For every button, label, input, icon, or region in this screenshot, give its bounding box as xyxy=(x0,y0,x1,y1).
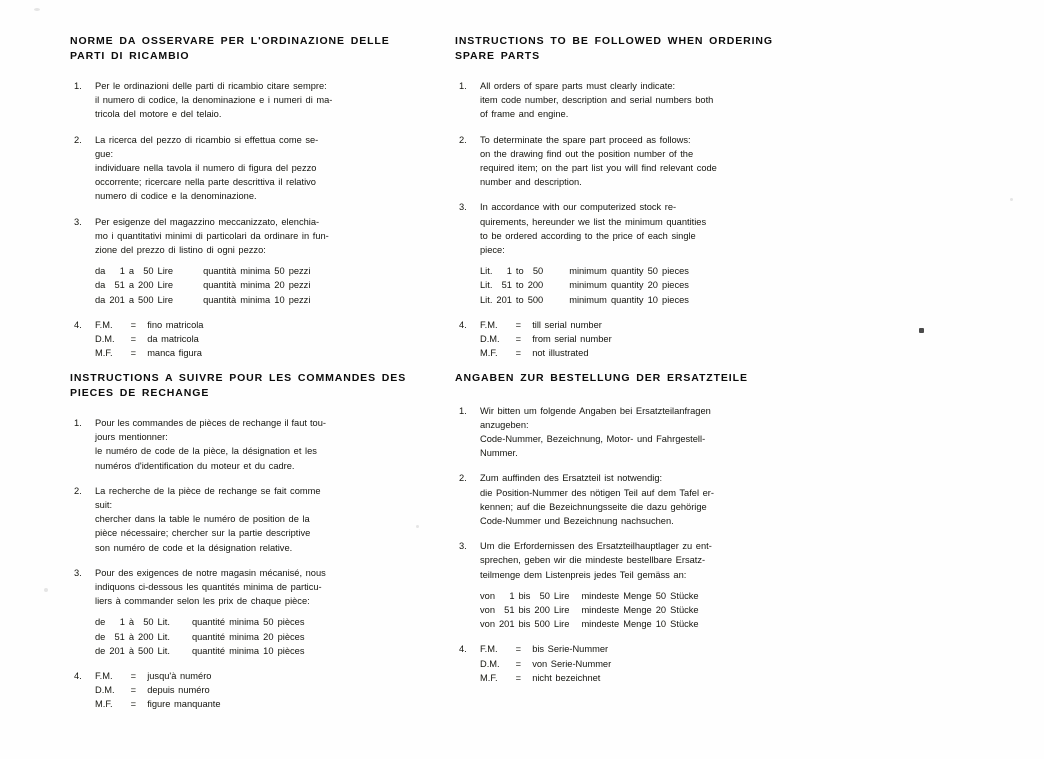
item-number: 2. xyxy=(459,134,467,145)
abbreviation-code: D.M. xyxy=(480,658,500,669)
cell-quantity: quantità minima 50 pezzi xyxy=(203,266,311,277)
item-line: son numéro de code et la désignation relative. xyxy=(95,542,293,553)
section-title-german xyxy=(455,371,795,386)
list-item-abbreviations xyxy=(70,318,410,361)
item-number: 2. xyxy=(459,473,467,484)
cell-quantity: quantità minima 20 pezzi xyxy=(203,280,311,291)
list-item xyxy=(70,79,410,122)
item-number: 4. xyxy=(459,644,467,655)
equals-sign: = xyxy=(130,671,137,682)
item-number: 3. xyxy=(459,202,467,213)
item-line: teilmenge dem Listenpreis jedes Teil gemäss an: xyxy=(480,569,687,580)
item-line: Code-Nummer, Bezeichnung, Motor- und Fahrgestell- xyxy=(480,433,706,444)
item-number: 1. xyxy=(74,81,82,91)
section-title-line1: ANGABEN ZUR BESTELLUNG DER ERSATZTEILE xyxy=(455,372,748,384)
item-line: Code-Nummer und Bezeichnung nachsuchen. xyxy=(480,515,674,526)
item-number: 4. xyxy=(74,319,82,330)
cell-quantity: mindeste Menge 50 Stücke xyxy=(581,590,699,601)
item-line: Wir bitten um folgende Angaben bei Ersatzteilanfragen xyxy=(480,405,711,416)
list-item-abbreviations xyxy=(455,318,795,361)
item-line: suit: xyxy=(95,500,113,511)
table-row xyxy=(95,293,310,307)
cell-from: 201 xyxy=(496,294,512,305)
cell-from: 1 xyxy=(119,266,125,277)
abbreviation-line xyxy=(95,346,410,360)
cell-currency: Lit. xyxy=(157,617,170,628)
abbreviation-line xyxy=(95,683,410,697)
cell-label: de xyxy=(95,645,106,656)
cell-to: 200 xyxy=(138,631,154,642)
table-row xyxy=(480,264,689,278)
abbreviation-line xyxy=(480,332,795,346)
abbreviation-line xyxy=(95,669,410,683)
list-item xyxy=(455,200,795,306)
cell-label: da xyxy=(95,294,106,305)
cell-mid: bis xyxy=(518,590,531,601)
cell-from: 51 xyxy=(501,280,512,291)
cell-currency: Lire xyxy=(157,280,174,291)
list-item xyxy=(70,215,410,307)
equals-sign: = xyxy=(130,699,137,710)
cell-quantity: quantité minima 10 pièces xyxy=(191,645,305,656)
list-item xyxy=(455,79,795,122)
abbreviation-code: M.F. xyxy=(95,699,113,710)
cell-mid: a xyxy=(128,280,135,291)
item-line: chercher dans la table le numéro de position de la xyxy=(95,514,310,525)
cell-to: 500 xyxy=(138,294,154,305)
list-item xyxy=(455,471,795,528)
cell-mid: to xyxy=(515,280,524,291)
abbreviation-line xyxy=(95,332,410,346)
abbreviation-meaning: manca figura xyxy=(147,348,202,359)
item-number: 4. xyxy=(74,671,82,682)
list-item xyxy=(455,133,795,190)
cell-label: von xyxy=(480,604,495,615)
cell-currency xyxy=(547,278,569,292)
cell-from: 51 xyxy=(504,604,515,615)
abbreviation-code: M.F. xyxy=(480,672,498,683)
cell-to: 500 xyxy=(527,294,544,305)
abbreviation-meaning: depuis numéro xyxy=(147,685,210,696)
cell-currency: Lire xyxy=(553,604,570,615)
abbreviation-meaning: nicht bezeichnet xyxy=(532,672,601,683)
cell-label: Lit. xyxy=(480,266,493,277)
cell-currency: Lire xyxy=(157,294,174,305)
abbreviation-meaning: not illustrated xyxy=(532,348,589,359)
section-title-english xyxy=(455,34,795,63)
item-line: il numero di codice, la denominazione e i numeri di ma- xyxy=(95,95,333,106)
cell-to: 50 xyxy=(539,590,550,601)
abbreviation-code: F.M. xyxy=(95,319,113,330)
cell-quantity: minimum quantity 20 pieces xyxy=(569,280,689,291)
item-line: le numéro de code de la pièce, la désignation et les xyxy=(95,446,317,457)
cell-currency: Lit. xyxy=(157,645,170,656)
item-line: number and description. xyxy=(480,177,582,188)
cell-currency: Lire xyxy=(553,590,570,601)
cell-label: da xyxy=(95,266,106,277)
list-item-abbreviations xyxy=(70,669,410,712)
abbreviation-meaning: von Serie-Nummer xyxy=(532,658,612,669)
equals-sign: = xyxy=(515,644,522,655)
cell-from: 1 xyxy=(506,266,512,277)
item-line: Um die Erfordernissen des Ersatzteilhauptlager zu ent- xyxy=(480,541,712,552)
cell-to: 200 xyxy=(534,604,550,615)
section-german xyxy=(455,371,795,696)
cell-currency xyxy=(547,264,569,278)
section-title-french xyxy=(70,371,410,400)
list-item xyxy=(70,416,410,473)
item-line: zione del prezzo di listino di ogni pezzo: xyxy=(95,245,266,256)
section-english xyxy=(455,34,795,371)
section-title-line1: NORME DA OSSERVARE PER L'ORDINAZIONE DELLE xyxy=(70,35,390,47)
quantity-table xyxy=(95,264,310,307)
item-number: 2. xyxy=(74,134,82,145)
item-line: sprechen, geben wir die mindeste bestellbare Ersatz- xyxy=(480,555,706,566)
abbreviation-meaning: jusqu'à numéro xyxy=(147,671,212,682)
cell-quantity: minimum quantity 10 pieces xyxy=(569,294,689,305)
cell-label: da xyxy=(95,280,106,291)
cell-to: 500 xyxy=(138,645,154,656)
cell-quantity: quantité minima 50 pièces xyxy=(191,617,305,628)
cell-to: 500 xyxy=(534,619,550,630)
abbreviation-code: D.M. xyxy=(480,334,500,345)
abbreviation-line xyxy=(480,642,795,656)
cell-to: 200 xyxy=(138,280,154,291)
cell-quantity: mindeste Menge 10 Stücke xyxy=(581,619,699,630)
cell-currency xyxy=(547,293,569,307)
item-line: occorrente; ricercare nella parte descrittiva il relativo xyxy=(95,177,316,188)
item-line: die Position-Nummer des nötigen Teil auf dem Tafel er- xyxy=(480,487,714,498)
table-row xyxy=(480,293,689,307)
table-row xyxy=(480,589,699,603)
section-french xyxy=(70,371,410,723)
item-line: All orders of spare parts must clearly indicate: xyxy=(480,81,676,91)
section-title-italian xyxy=(70,34,410,63)
section-italian xyxy=(70,34,410,371)
item-line: liers à commander selon les prix de chaque pièce: xyxy=(95,596,310,607)
cell-mid: a xyxy=(128,294,135,305)
table-row xyxy=(95,630,304,644)
cell-mid: à xyxy=(128,645,135,656)
section-title-line1: INSTRUCTIONS TO BE FOLLOWED WHEN ORDERING xyxy=(455,35,773,47)
item-line: La ricerca del pezzo di ricambio si effettua come se- xyxy=(95,134,319,145)
abbreviation-line xyxy=(95,697,410,711)
equals-sign: = xyxy=(515,334,522,345)
quantity-table xyxy=(480,589,699,632)
equals-sign: = xyxy=(130,319,137,330)
equals-sign: = xyxy=(130,334,137,345)
item-line: mo i quantitativi minimi di particolari da ordinare in fun- xyxy=(95,230,329,241)
item-line: jours mentionner: xyxy=(95,432,168,443)
abbreviation-meaning: till serial number xyxy=(532,319,602,330)
cell-quantity: mindeste Menge 20 Stücke xyxy=(581,604,699,615)
item-line: required item; on the part list you will find relevant code xyxy=(480,163,717,174)
item-line: item code number, description and serial numbers both xyxy=(480,95,714,106)
cell-to: 50 xyxy=(143,617,154,628)
scan-speckle xyxy=(416,525,419,528)
item-line: anzugeben: xyxy=(480,419,529,430)
cell-mid: à xyxy=(128,631,135,642)
item-line: Nummer. xyxy=(480,448,518,459)
abbreviation-meaning: figure manquante xyxy=(147,699,221,710)
cell-currency: Lire xyxy=(157,266,174,277)
cell-label: de xyxy=(95,631,106,642)
list-item xyxy=(455,539,795,631)
cell-label: de xyxy=(95,617,106,628)
cell-label: Lit. xyxy=(480,294,493,305)
item-line: quirements, hereunder we list the minimum quantities xyxy=(480,216,707,227)
scan-speckle xyxy=(34,8,40,11)
cell-quantity: minimum quantity 50 pieces xyxy=(569,266,689,277)
abbreviation-line xyxy=(480,346,795,360)
abbreviation-meaning: fino matricola xyxy=(147,319,204,330)
abbreviation-line xyxy=(95,318,410,332)
abbreviation-code: D.M. xyxy=(95,685,115,696)
item-line: of frame and engine. xyxy=(480,109,569,120)
item-line: Per le ordinazioni delle parti di ricambio citare sempre: xyxy=(95,81,327,91)
item-line: Pour les commandes de pièces de rechange il faut tou- xyxy=(95,418,326,428)
cell-from: 201 xyxy=(109,645,125,656)
cell-from: 1 xyxy=(119,617,125,628)
cell-from: 201 xyxy=(499,619,515,630)
cell-from: 51 xyxy=(114,280,125,291)
table-row xyxy=(95,615,304,629)
equals-sign: = xyxy=(515,319,522,330)
item-line: numero di codice e la denominazione. xyxy=(95,191,257,202)
scan-speckle xyxy=(919,328,924,333)
abbreviation-code: F.M. xyxy=(480,319,498,330)
equals-sign: = xyxy=(515,672,522,683)
cell-currency: Lit. xyxy=(157,631,170,642)
cell-quantity: quantità minima 10 pezzi xyxy=(203,294,311,305)
item-line: to be ordered according to the price of each single xyxy=(480,230,696,241)
item-line: pièce nécessaire; chercher sur la partie descriptive xyxy=(95,528,311,539)
item-number: 1. xyxy=(459,405,467,416)
abbreviation-meaning: da matricola xyxy=(147,334,199,345)
item-line: Per esigenze del magazzino meccanizzato, elenchia- xyxy=(95,216,320,227)
list-item xyxy=(70,133,410,204)
item-number: 1. xyxy=(459,81,467,91)
table-row xyxy=(480,603,699,617)
item-line: on the drawing find out the position number of the xyxy=(480,148,694,159)
abbreviation-line xyxy=(480,671,795,685)
abbreviation-meaning: bis Serie-Nummer xyxy=(532,644,609,655)
item-line: numéros d'identification du moteur et du cadre. xyxy=(95,460,295,471)
section-title-line1: INSTRUCTIONS A SUIVRE POUR LES COMMANDES DES xyxy=(70,372,407,384)
item-number: 3. xyxy=(74,567,82,578)
cell-mid: to xyxy=(515,266,524,277)
abbreviation-code: F.M. xyxy=(95,671,113,682)
table-row xyxy=(480,278,689,292)
item-line: tricola del motore e del telaio. xyxy=(95,109,222,120)
item-number: 4. xyxy=(459,319,467,330)
item-line: piece: xyxy=(480,245,505,256)
equals-sign: = xyxy=(130,348,137,359)
cell-label: von xyxy=(480,590,495,601)
cell-mid: à xyxy=(128,617,135,628)
item-line: La recherche de la pièce de rechange se fait comme xyxy=(95,485,321,496)
cell-to: 200 xyxy=(527,280,544,291)
item-line: In accordance with our computerized stock re- xyxy=(480,202,677,213)
section-title-line2: PIECES DE RECHANGE xyxy=(70,386,210,399)
cell-from: 201 xyxy=(109,294,125,305)
section-title-line2: SPARE PARTS xyxy=(455,49,541,62)
item-line: Pour des exigences de notre magasin mécanisé, nous xyxy=(95,567,326,578)
abbreviation-meaning: from serial number xyxy=(532,334,612,345)
quantity-table xyxy=(480,264,689,307)
item-number: 3. xyxy=(459,541,467,552)
abbreviation-code: M.F. xyxy=(95,348,113,359)
cell-from: 51 xyxy=(114,631,125,642)
cell-currency: Lire xyxy=(553,619,570,630)
cell-from: 1 xyxy=(509,590,515,601)
item-line: gue: xyxy=(95,148,114,159)
abbreviation-code: F.M. xyxy=(480,644,498,655)
cell-mid: bis xyxy=(518,619,531,630)
item-line: Zum auffinden des Ersatzteil ist notwendig: xyxy=(480,473,663,484)
section-title-line2: PARTI DI RICAMBIO xyxy=(70,49,190,62)
cell-to: 50 xyxy=(532,266,544,277)
equals-sign: = xyxy=(515,348,522,359)
abbreviation-line xyxy=(480,318,795,332)
cell-label: Lit. xyxy=(480,280,493,291)
item-line: individuare nella tavola il numero di figura del pezzo xyxy=(95,163,317,174)
list-item xyxy=(70,566,410,658)
cell-mid: to xyxy=(515,294,524,305)
item-number: 1. xyxy=(74,418,82,428)
list-item-abbreviations xyxy=(455,642,795,685)
scan-speckle xyxy=(44,588,48,592)
table-row xyxy=(480,617,699,631)
equals-sign: = xyxy=(130,685,137,696)
cell-label: von xyxy=(480,619,495,630)
table-row xyxy=(95,644,304,658)
equals-sign: = xyxy=(515,658,522,669)
table-row xyxy=(95,278,310,292)
table-row xyxy=(95,264,310,278)
cell-to: 50 xyxy=(143,266,154,277)
abbreviation-code: M.F. xyxy=(480,348,498,359)
abbreviation-line xyxy=(480,657,795,671)
item-number: 2. xyxy=(74,485,82,496)
cell-mid: a xyxy=(128,266,135,277)
item-line: kennen; auf die Bezeichnungsseite die dazu gehörige xyxy=(480,501,707,512)
abbreviation-code: D.M. xyxy=(95,334,115,345)
list-item xyxy=(70,484,410,555)
item-line: To determinate the spare part proceed as follows: xyxy=(480,134,691,145)
scan-speckle xyxy=(1010,198,1013,201)
list-item xyxy=(455,404,795,461)
cell-quantity: quantité minima 20 pièces xyxy=(191,631,305,642)
quantity-table xyxy=(95,615,304,658)
item-number: 3. xyxy=(74,216,82,227)
item-line: indiquons ci-dessous les quantités minima de particu- xyxy=(95,582,322,593)
cell-mid: bis xyxy=(518,604,531,615)
